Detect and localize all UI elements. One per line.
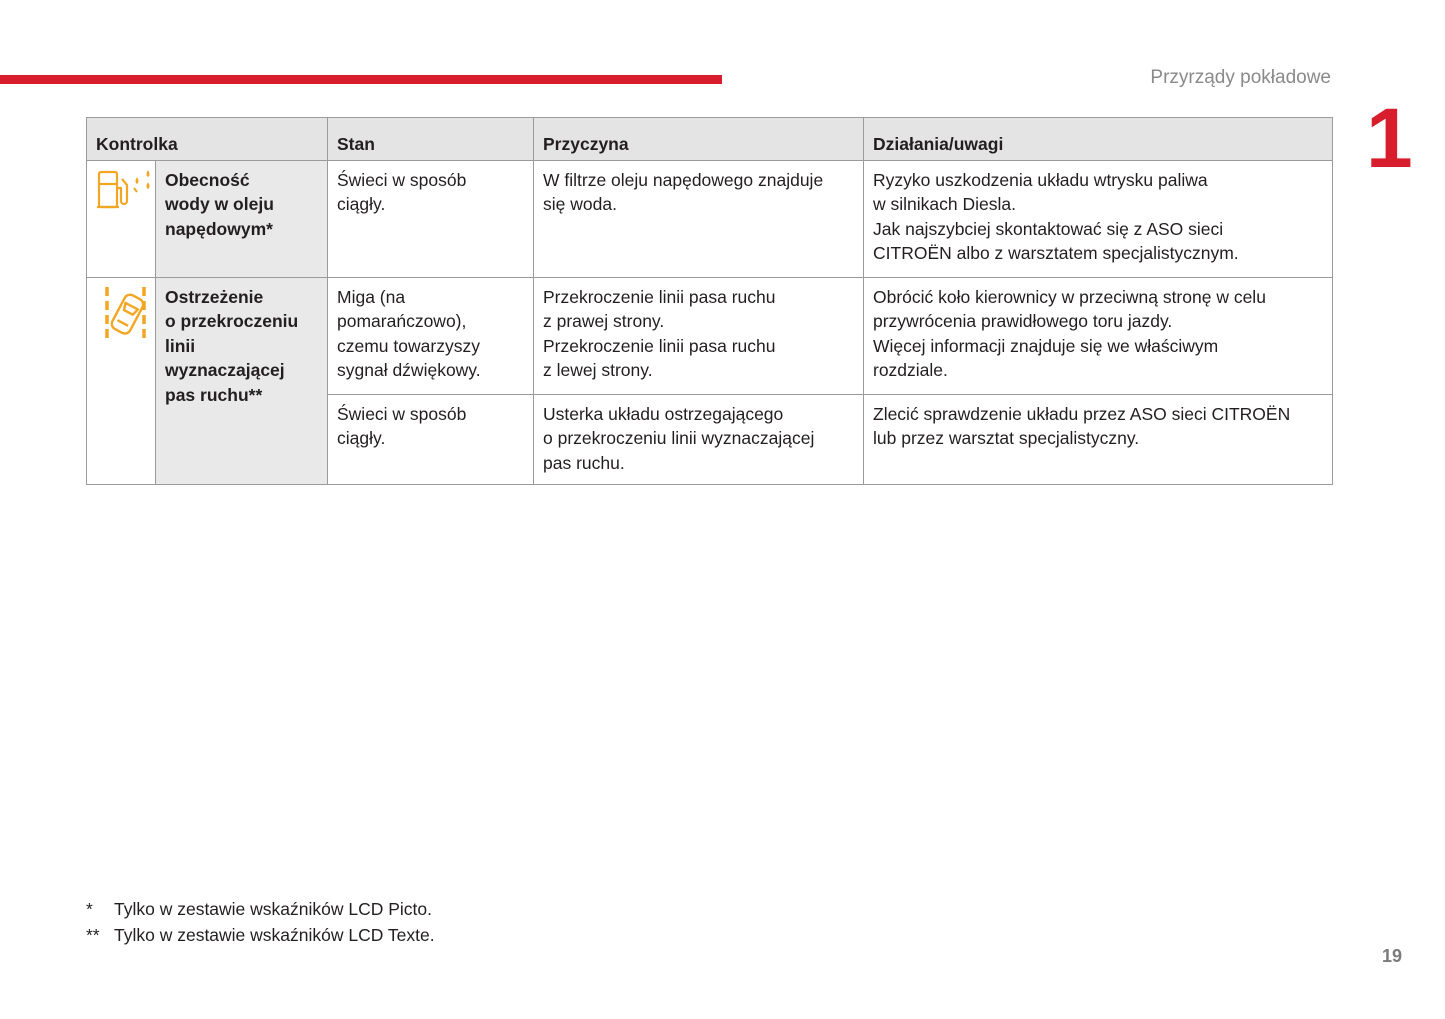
action-line: rozdziale. [873, 360, 948, 381]
header-przyczyna: Przyczyna [534, 118, 864, 161]
section-title: Przyrządy pokładowe [1150, 67, 1331, 88]
action-line: Więcej informacji znajduje się we właściwym [873, 335, 1219, 356]
lane-departure-icon [96, 285, 146, 345]
state-cell [328, 161, 534, 278]
light-name-line: Obecność [165, 170, 250, 190]
light-name-line: Ostrzeżenie [165, 287, 264, 307]
light-name [156, 161, 328, 278]
cause-cell [534, 278, 864, 395]
header-accent-bar [0, 75, 722, 84]
state-line: ciągły. [337, 428, 386, 449]
light-name-line: wody w oleju [165, 194, 274, 215]
footnote-text: Tylko w zestawie wskaźników LCD Texte. [114, 925, 435, 945]
state-line: Świeci w sposób [337, 404, 467, 424]
cause-cell [534, 161, 864, 278]
cause-line: z prawej strony. [543, 311, 665, 332]
action-line: Ryzyko uszkodzenia układu wtrysku paliwa [873, 170, 1208, 190]
icon-cell [87, 161, 156, 278]
page-number: 19 [1382, 946, 1403, 966]
action-line: Zlecić sprawdzenie układu przez ASO sieci CITROËN [873, 404, 1291, 424]
icon-cell [87, 278, 156, 485]
footnote-mark: ** [86, 925, 100, 945]
cause-line: Usterka układu ostrzegającego [543, 404, 784, 424]
action-cell [864, 278, 1333, 395]
cause-line: Przekroczenie linii pasa ruchu [543, 335, 776, 356]
action-cell [864, 395, 1333, 485]
header-dzialania: Działania/uwagi [864, 118, 1333, 161]
action-line: przywrócenia prawidłowego toru jazdy. [873, 311, 1173, 332]
table-row [87, 161, 1333, 278]
cause-line: się woda. [543, 194, 617, 215]
cause-cell [534, 395, 864, 485]
action-line: w silnikach Diesla. [873, 194, 1016, 215]
state-line: Świeci w sposób [337, 170, 467, 190]
footnote-text: Tylko w zestawie wskaźników LCD Picto. [114, 899, 433, 919]
footnote-mark: * [86, 899, 93, 919]
state-line: ciągły. [337, 194, 386, 215]
table-header-row [87, 118, 1333, 161]
action-line: Obrócić koło kierownicy w przeciwną stronę w celu [873, 287, 1266, 307]
cause-line: o przekroczeniu linii wyznaczającej [543, 428, 815, 449]
light-name [156, 278, 328, 485]
cause-line: Przekroczenie linii pasa ruchu [543, 287, 776, 307]
light-name-line: linii [165, 335, 196, 356]
cause-line: pas ruchu. [543, 452, 625, 473]
footnote [86, 896, 435, 922]
state-line: czemu towarzyszy [337, 335, 480, 356]
fuel-water-icon [96, 168, 146, 212]
header-stan: Stan [328, 118, 534, 161]
table-row [87, 278, 1333, 395]
state-line: pomarańczowo), [337, 311, 467, 332]
action-cell [864, 161, 1333, 278]
cause-line: z lewej strony. [543, 360, 653, 381]
header-kontrolka: Kontrolka [87, 118, 328, 161]
action-line: lub przez warsztat specjalistyczny. [873, 428, 1140, 449]
footnote [86, 922, 435, 948]
light-name-line: pas ruchu** [165, 384, 263, 405]
action-line: CITROËN albo z warsztatem specjalistycznym. [873, 243, 1239, 264]
cause-line: W filtrze oleju napędowego znajduje [543, 170, 824, 190]
footnotes [86, 896, 435, 948]
warning-lights-table [86, 117, 1333, 485]
state-cell [328, 395, 534, 485]
light-name-line: o przekroczeniu [165, 311, 299, 332]
chapter-number: 1 [1366, 91, 1413, 185]
action-line: Jak najszybciej skontaktować się z ASO sieci [873, 218, 1224, 239]
state-line: Miga (na [337, 287, 406, 307]
light-name-line: wyznaczającej [165, 360, 285, 381]
state-cell [328, 278, 534, 395]
state-line: sygnał dźwiękowy. [337, 360, 481, 381]
light-name-line: napędowym* [165, 218, 273, 239]
